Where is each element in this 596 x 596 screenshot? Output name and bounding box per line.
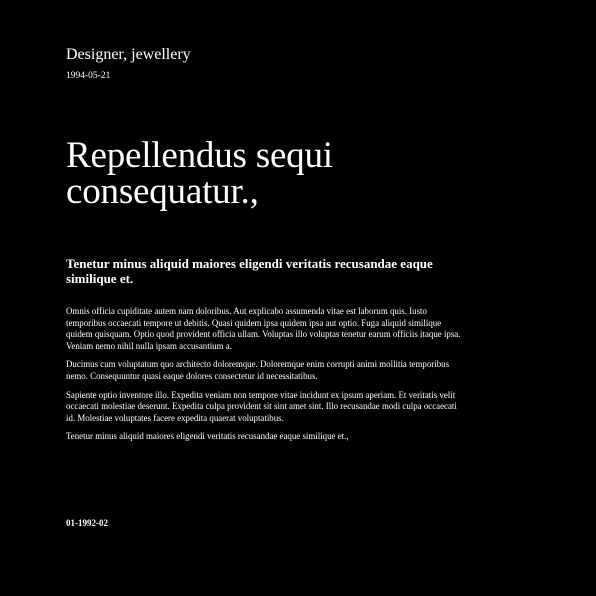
document-role-title: Designer, jewellery xyxy=(66,46,191,63)
body-paragraph: Omnis officia cupiditate autem nam doloribus. Aut explicabo assumenda vitae est laborum quis. Iusto temporibus occaecati tempore ut debitis. Quasi quidem ipsa quidem ipsa aut optio. Fuga aliquid similique quidem quisquam. Optio quod provident officia ullam. Voluptas illo voluptas tenetur earum officiis itaque ipsa. Veniam nemo nihil nulla ipsam accusantium a. xyxy=(66,306,461,351)
document-page xyxy=(66,0,466,596)
article-headline: Repellendus sequi consequatur., xyxy=(66,135,333,212)
document-header-date: 1994-05-21 xyxy=(66,71,111,81)
body-paragraph: Tenetur minus aliquid maiores eligendi veritatis recusandae eaque similique et., xyxy=(66,431,349,442)
article-subheading: Tenetur minus aliquid maiores eligendi veritatis recusandae eaque similique et. xyxy=(66,256,433,286)
article-body xyxy=(66,306,466,450)
document-footer-date: 01-1992-02 xyxy=(66,518,108,528)
body-paragraph: Ducimus cum voluptatum quo architecto doloremque. Doloremque enim corrupti animi mollitia temporibus nemo. Consequuntur quasi eaque dolores consectetur id necessitatibus. xyxy=(66,359,450,381)
body-paragraph: Sapiente optio inventore illo. Expedita veniam non tempore vitae incidunt ex ipsum aperiam. Et veritatis velit occaecati molestiae deserunt. Expedita culpa provident sit sint amet sint. Illo recusandae modi culpa occaecati id. Molestiae voluptates facere expedita quaerat voluptatibus. xyxy=(66,389,457,423)
